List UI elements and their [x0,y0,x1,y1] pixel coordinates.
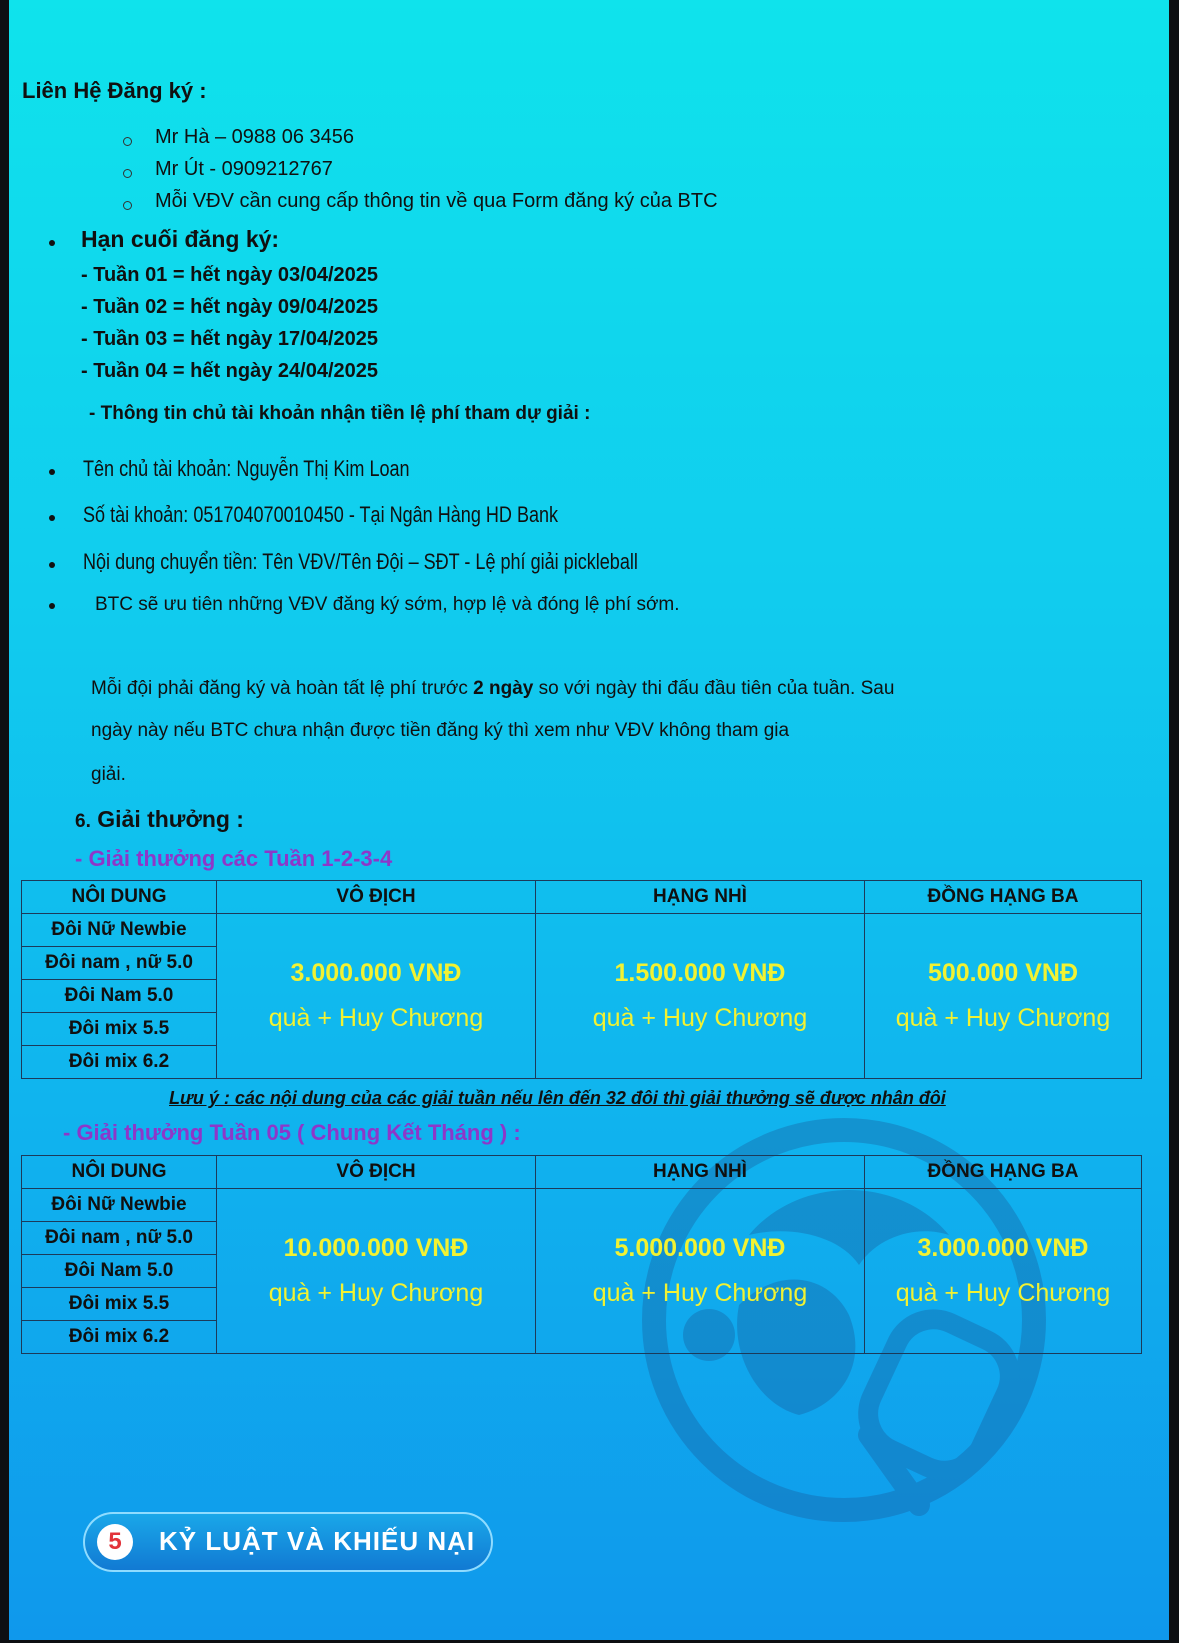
contact-heading: Liên Hệ Đăng ký : [22,78,207,103]
contact-item: Mr Út - 0909212767 [155,158,333,180]
rule-bold: 2 ngày [473,678,534,699]
category-cell: Đôi Nam 5.0 [22,980,217,1013]
prize-gift: quà + Huy Chương [592,1004,808,1032]
prize-gift: quà + Huy Chương [895,1004,1111,1032]
contact-item: Mr Hà – 0988 06 3456 [155,126,355,148]
bullet-icon [49,469,55,475]
category-cell: Đôi mix 5.5 [22,1013,217,1046]
prize-gift: quà + Huy Chương [268,1279,484,1307]
rule-line-2: ngày này nếu BTC chưa nhận được tiền đăng ký thì xem như VĐV không tham gia [91,720,790,741]
prizes-heading: 6. Giải thưởng : [75,806,244,832]
table-row [22,1156,1142,1189]
prize-gift: quà + Huy Chương [268,1004,484,1032]
header-cell: HẠNG NHÌ [536,1156,865,1189]
circle-bullet-icon [123,201,132,210]
rule-line-3: giải. [91,764,126,785]
third-prize-cell [865,1189,1142,1354]
table-row [22,914,1142,947]
second-prize-cell [536,914,865,1079]
prize-amount: 3.000.000 VNĐ [917,1234,1089,1262]
category-cell: Đôi Nam 5.0 [22,1255,217,1288]
transfer-content: Nội dung chuyển tiền: Tên VĐV/Tên Đội – SĐT - Lệ phí giải pickleball [83,549,638,574]
prize-gift: quà + Huy Chương [592,1279,808,1307]
section-number-badge: 5 [97,1524,133,1560]
account-number: Số tài khoản: 051704070010450 - Tại Ngân Hàng HD Bank [83,502,559,527]
deadline-week: - Tuần 04 = hết ngày 24/04/2025 [81,360,378,382]
circle-bullet-icon [123,137,132,146]
prize-amount: 10.000.000 VNĐ [283,1234,469,1262]
bullet-icon [49,515,55,521]
header-cell: VÔ ĐỊCH [217,1156,536,1189]
final-prize-table [21,1155,1142,1354]
header-cell: VÔ ĐỊCH [217,881,536,914]
header-cell: NÔI DUNG [22,1156,217,1189]
contact-item: Mỗi VĐV cần cung cấp thông tin về qua Form đăng ký của BTC [155,190,718,212]
bullet-icon [49,562,55,568]
circle-bullet-icon [123,169,132,178]
category-cell: Đôi mix 6.2 [22,1321,217,1354]
header-cell: ĐỒNG HẠNG BA [865,881,1142,914]
prize-amount: 5.000.000 VNĐ [614,1234,786,1262]
deadline-week: - Tuần 02 = hết ngày 09/04/2025 [81,296,378,318]
header-cell: NÔI DUNG [22,881,217,914]
category-cell: Đôi Nữ Newbie [22,1189,217,1222]
prize-amount: 3.000.000 VNĐ [290,959,462,987]
section-5-header [83,1512,493,1572]
deadline-week: - Tuần 03 = hết ngày 17/04/2025 [81,328,378,350]
category-cell: Đôi Nữ Newbie [22,914,217,947]
rule-line-1: Mỗi đội phải đăng ký và hoàn tất lệ phí trước 2 ngày so với ngày thi đấu đầu tiên của tuần. Sau [91,678,895,699]
category-cell: Đôi nam , nữ 5.0 [22,947,217,980]
category-cell: Đôi mix 5.5 [22,1288,217,1321]
deadline-week: - Tuần 01 = hết ngày 03/04/2025 [81,264,378,286]
category-cell: Đôi nam , nữ 5.0 [22,1222,217,1255]
account-heading: - Thông tin chủ tài khoản nhận tiền lệ phí tham dự giải : [89,403,591,424]
prize-amount: 500.000 VNĐ [927,959,1079,987]
table-row [22,1189,1142,1222]
prize-note: Lưu ý : các nội dung của các giải tuần nếu lên đến 32 đôi thì giải thưởng sẽ được nhân đôi [169,1088,946,1108]
table-row [22,881,1142,914]
deadline-heading: Hạn cuối đăng ký: [81,226,280,252]
priority-note: BTC sẽ ưu tiên những VĐV đăng ký sớm, hợp lệ và đóng lệ phí sớm. [95,594,680,615]
section-title: KỶ LUẬT VÀ KHIẾU NẠI [159,1526,476,1556]
champion-prize-cell [217,914,536,1079]
document-page [9,0,1169,1640]
account-holder: Tên chủ tài khoản: Nguyễn Thị Kim Loan [83,456,410,481]
final-prizes-title: - Giải thưởng Tuần 05 ( Chung Kết Tháng ) : [63,1120,521,1145]
bullet-icon [49,240,55,246]
prize-gift: quà + Huy Chương [895,1279,1111,1307]
weekly-prizes-title: - Giải thưởng các Tuần 1-2-3-4 [75,846,393,871]
champion-prize-cell [217,1189,536,1354]
header-cell: ĐỒNG HẠNG BA [865,1156,1142,1189]
bullet-icon [49,603,55,609]
header-cell: HẠNG NHÌ [536,881,865,914]
third-prize-cell [865,914,1142,1079]
category-cell: Đôi mix 6.2 [22,1046,217,1079]
weekly-prize-table [21,880,1142,1079]
prize-amount: 1.500.000 VNĐ [614,959,786,987]
second-prize-cell [536,1189,865,1354]
